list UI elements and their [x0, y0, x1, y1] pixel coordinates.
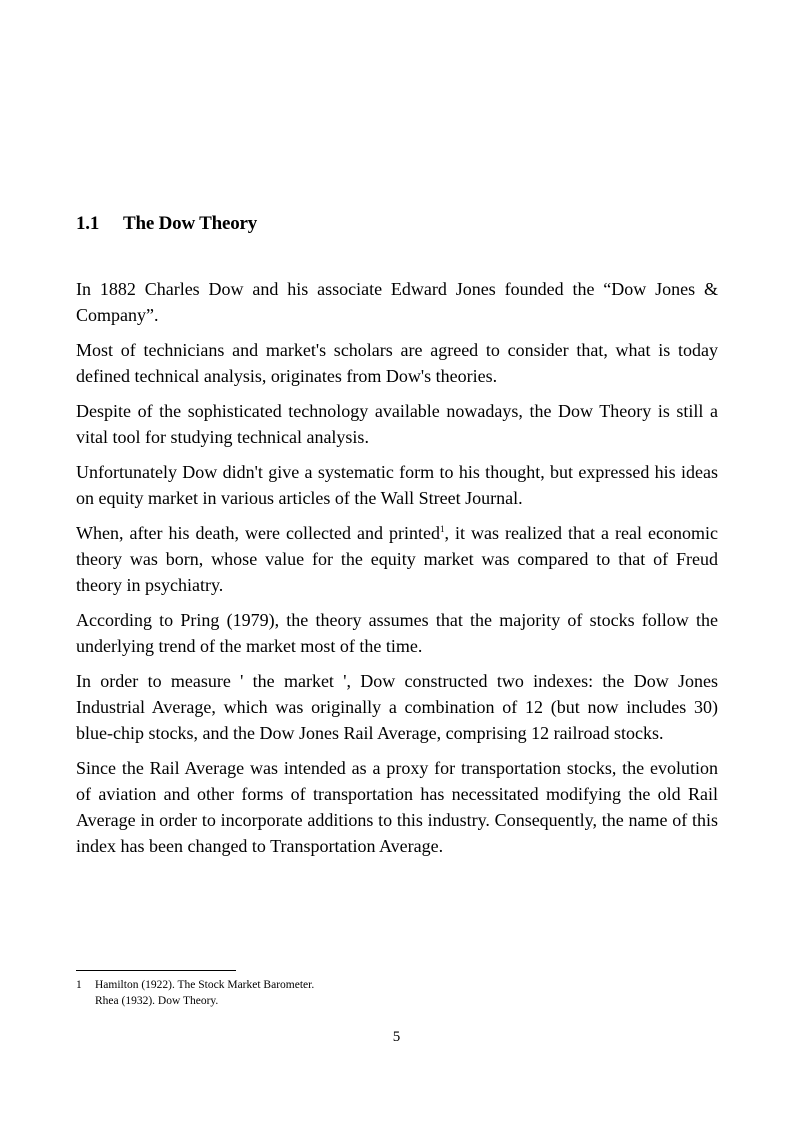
footnote-text: Rhea (1932). Dow Theory.: [95, 995, 219, 1007]
section-number: 1.1: [76, 213, 100, 234]
paragraph-text: , it was realized that a real economic theory was born, whose value for the equity market was compared to that of Freud theory in psychiatry.: [76, 523, 718, 595]
footnote-number: 1: [76, 979, 82, 991]
footnote-reference[interactable]: 1: [439, 524, 445, 534]
paragraph: Despite of the sophisticated technology available nowadays, the Dow Theory is still a vital tool for studying technical analysis.: [76, 401, 718, 447]
section-title: The Dow Theory: [123, 213, 258, 234]
footnote-item: [76, 977, 314, 993]
paragraph: According to Pring (1979), the theory assumes that the majority of stocks follow the underlying trend of the market most of the time.: [76, 610, 718, 656]
body-text: [76, 276, 718, 868]
page-number: 5: [392, 1029, 401, 1045]
paragraph: In 1882 Charles Dow and his associate Edward Jones founded the “Dow Jones & Company”.: [76, 279, 718, 325]
section-heading: [76, 213, 257, 235]
paragraph-text: When, after his death, were collected and printed: [76, 523, 440, 543]
paragraph: Most of technicians and market's scholars are agreed to consider that, what is today defined technical analysis, originates from Dow's theories.: [76, 340, 718, 386]
footnotes: [76, 977, 314, 1009]
paragraph: In order to measure ' the market ', Dow constructed two indexes: the Dow Jones Industrial Average, which was originally a combination of 12 (but now includes 30) blue-chip stocks, and the Dow Jones Rail Average, comprising 12 railroad stocks.: [76, 671, 718, 743]
paragraph: Since the Rail Average was intended as a proxy for transportation stocks, the evolution of aviation and other forms of transportation has necessitated modifying the old Rail Average in order to incorporate additions to this industry. Consequently, the name of this index has been changed to Transportation Average.: [76, 758, 718, 856]
paragraph: [76, 520, 718, 598]
footnote-text: Hamilton (1922). The Stock Market Barometer.: [95, 979, 315, 991]
paragraph: Unfortunately Dow didn't give a systematic form to his thought, but expressed his ideas on equity market in various articles of the Wall Street Journal.: [76, 462, 718, 508]
footnote-separator: [76, 970, 236, 971]
